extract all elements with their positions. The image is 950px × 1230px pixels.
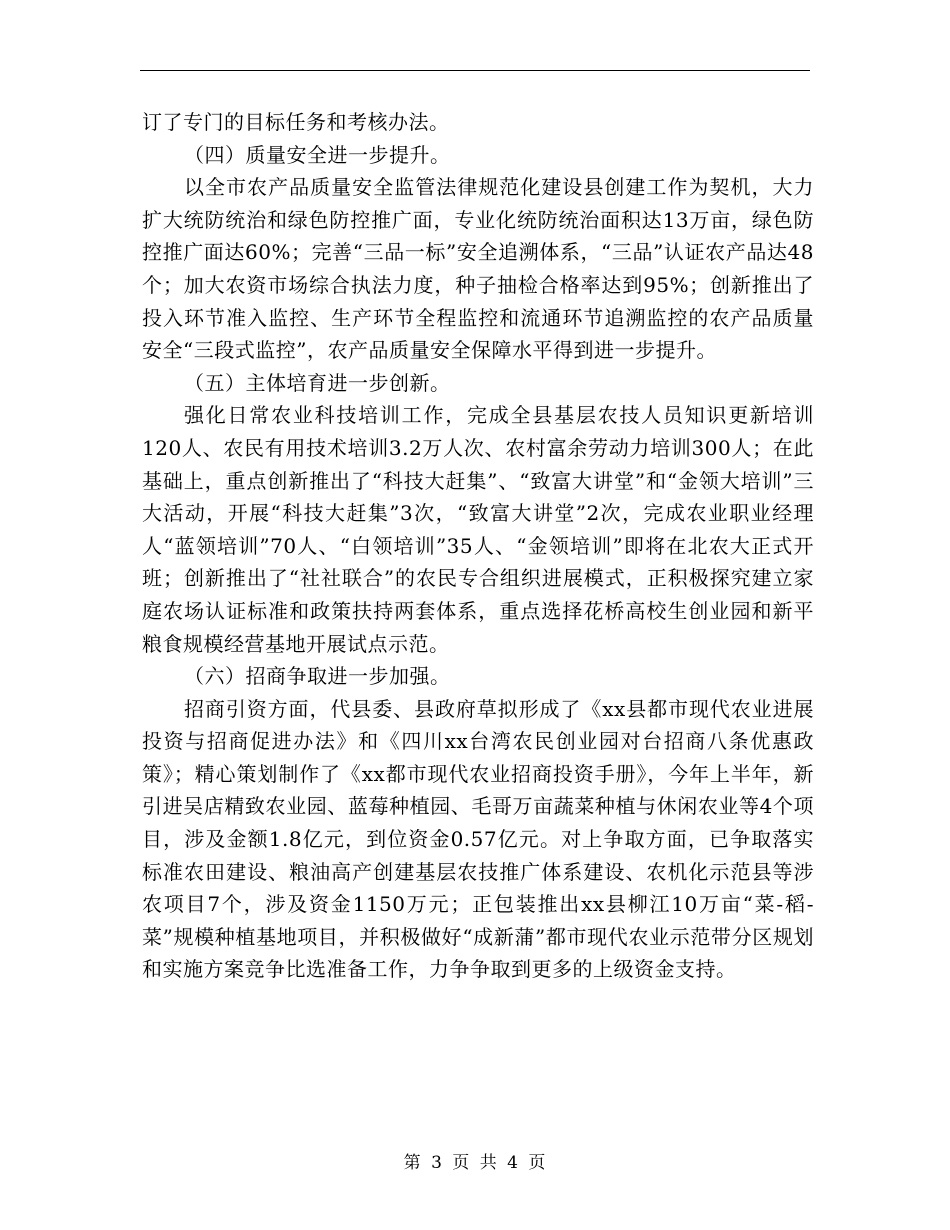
paragraph-training: 强化日常农业科技培训工作，完成全县基层农技人员知识更新培训120人、农民有用技术培训3.2万人次、农村富余劳动力培训300人；在此基础上，重点创新推出了“科技大赶集”、“致富大讲堂”和“金领大培训”三大活动，开展“科技大赶集”3次，“致富大讲堂”2次，完成农业职业经理人“蓝领培训”70人、“白领培训”35人、“金领培训”即将在北农大正式开班；创新推出了“社社联合”的农民专合组织进展模式，正积极探究建立家庭农场认证标准和政策扶持两套体系，重点选择花桥高校生创业园和新平粮食规模经营基地开展试点示范。 — [142, 403, 814, 656]
body-text — [142, 106, 814, 986]
section-heading-6: （六）招商争取进一步加强。 — [184, 664, 451, 689]
paragraph-continuation: 订了专门的目标任务和考核办法。 — [142, 110, 450, 134]
section-heading-4: （四）质量安全进一步提升。 — [184, 142, 451, 167]
page-number: 第 3 页 共 4 页 — [403, 1153, 547, 1173]
section-heading-5: （五）主体培育进一步创新。 — [184, 370, 451, 395]
paragraph-investment: 招商引资方面，代县委、县政府草拟形成了《xx县都市现代农业进展投资与招商促进办法》和《四川xx台湾农民创业园对台招商八条优惠政策》；精心策划制作了《xx都市现代农业招商投资手册》，今年上半年，新引进吴店精致农业园、蓝莓种植园、毛哥万亩蔬菜种植与休闲农业等4个项目，涉及金额1.8亿元，到位资金0.57亿元。对上争取方面，已争取落实标准农田建设、粮油高产创建基层农技推广体系建设、农机化示范县等涉农项目7个，涉及资金1150万元；正包装推出xx县柳江10万亩“菜-稻-菜”规模种植基地项目，并积极做好“成新蒲”都市现代农业示范带分区规划和实施方案竞争比选准备工作，力争争取到更多的上级资金支持。 — [142, 696, 814, 982]
header-rule — [140, 70, 810, 71]
paragraph-quality-safety: 以全市农产品质量安全监管法律规范化建设县创建工作为契机，大力扩大统防统治和绿色防控推广面，专业化统防统治面积达13万亩，绿色防控推广面达60%；完善“三品一标”安全追溯体系，“三品”认证农产品达48个；加大农资市场综合执法力度，种子抽检合格率达到95%；创新推出了投入环节准入监控、生产环节全程监控和流通环节追溯监控的农产品质量安全“三段式监控”，农产品质量安全保障水平得到进一步提升。 — [142, 175, 814, 363]
